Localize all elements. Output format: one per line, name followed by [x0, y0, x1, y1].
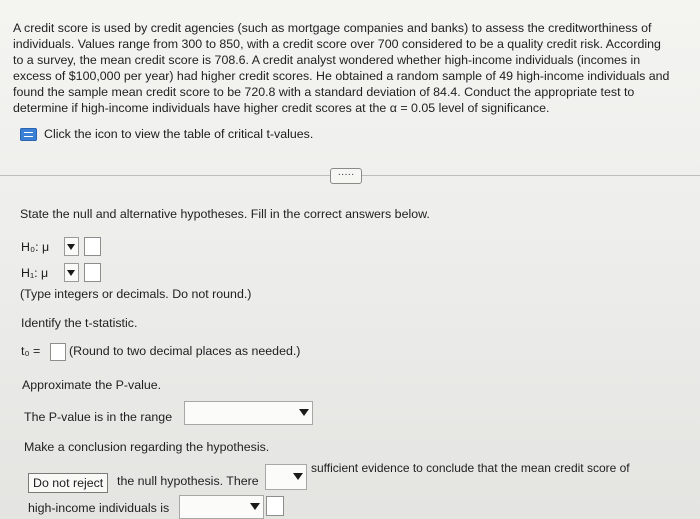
comparison-value-input[interactable]	[266, 496, 284, 516]
comparison-dropdown[interactable]	[179, 495, 264, 519]
pvalue-label: The P-value is in the range	[24, 410, 173, 424]
h1-label: H₁: μ	[21, 265, 49, 280]
h0-value-input[interactable]	[84, 237, 101, 256]
problem-statement	[13, 20, 689, 116]
expand-more-button[interactable]: ·····	[330, 168, 362, 184]
hint-text: Click the icon to view the table of critical t-values.	[44, 127, 314, 141]
hypotheses-instruction: State the null and alternative hypotheses. Fill in the correct answers below.	[20, 207, 430, 221]
t-statistic-input[interactable]	[50, 343, 66, 361]
h0-label: H₀: μ	[21, 239, 50, 254]
conclusion-prompt: Make a conclusion regarding the hypothesis.	[24, 440, 270, 454]
h1-value-input[interactable]	[84, 263, 101, 282]
t-statistic-label: t₀ =	[21, 344, 41, 358]
problem-line: individuals. Values range from 300 to 850, with a credit score over 700 considered to be a quality credit risk. According	[13, 37, 661, 51]
problem-line: to a survey, the mean credit score is 708.6. A credit analyst wondered whether high-income individuals (incomes in	[13, 53, 641, 67]
problem-line: determine if high-income individuals have higher credit scores at the α = 0.05 level of significance.	[13, 101, 550, 115]
chevron-down-icon	[299, 409, 309, 416]
chevron-down-icon	[293, 473, 303, 480]
conclusion-line2: high-income individuals is	[28, 501, 170, 515]
h1-operator-dropdown[interactable]	[64, 263, 79, 282]
evidence-dropdown[interactable]	[265, 464, 307, 490]
hypotheses-note: (Type integers or decimals. Do not round.)	[20, 287, 252, 301]
statistic-prompt: Identify the t-statistic.	[21, 316, 138, 330]
conclusion-mid-text: the null hypothesis. There	[117, 474, 259, 488]
reject-decision-selection[interactable]: Do not reject	[28, 473, 108, 493]
problem-line: excess of $100,000 per year) had higher credit scores. He obtained a random sample of 49 high-income individuals and	[13, 69, 670, 83]
problem-line: A credit score is used by credit agencies (such as mortgage companies and banks) to assess the creditworthiness of	[13, 21, 652, 35]
problem-line: found the sample mean credit score to be 720.8 with a standard deviation of 84.4. Conduct the appropriate test to	[13, 85, 635, 99]
null-hypothesis-row	[21, 237, 101, 256]
alternative-hypothesis-row	[21, 263, 101, 282]
pvalue-prompt: Approximate the P-value.	[22, 378, 162, 392]
pvalue-range-dropdown[interactable]	[184, 401, 313, 425]
table-icon[interactable]	[20, 128, 37, 141]
h0-operator-dropdown[interactable]	[64, 237, 79, 256]
critical-values-hint[interactable]	[20, 127, 313, 141]
statistic-note: (Round to two decimal places as needed.)	[69, 344, 301, 358]
chevron-down-icon	[250, 503, 260, 510]
conclusion-end-text: sufficient evidence to conclude that the mean credit score of	[311, 461, 630, 475]
